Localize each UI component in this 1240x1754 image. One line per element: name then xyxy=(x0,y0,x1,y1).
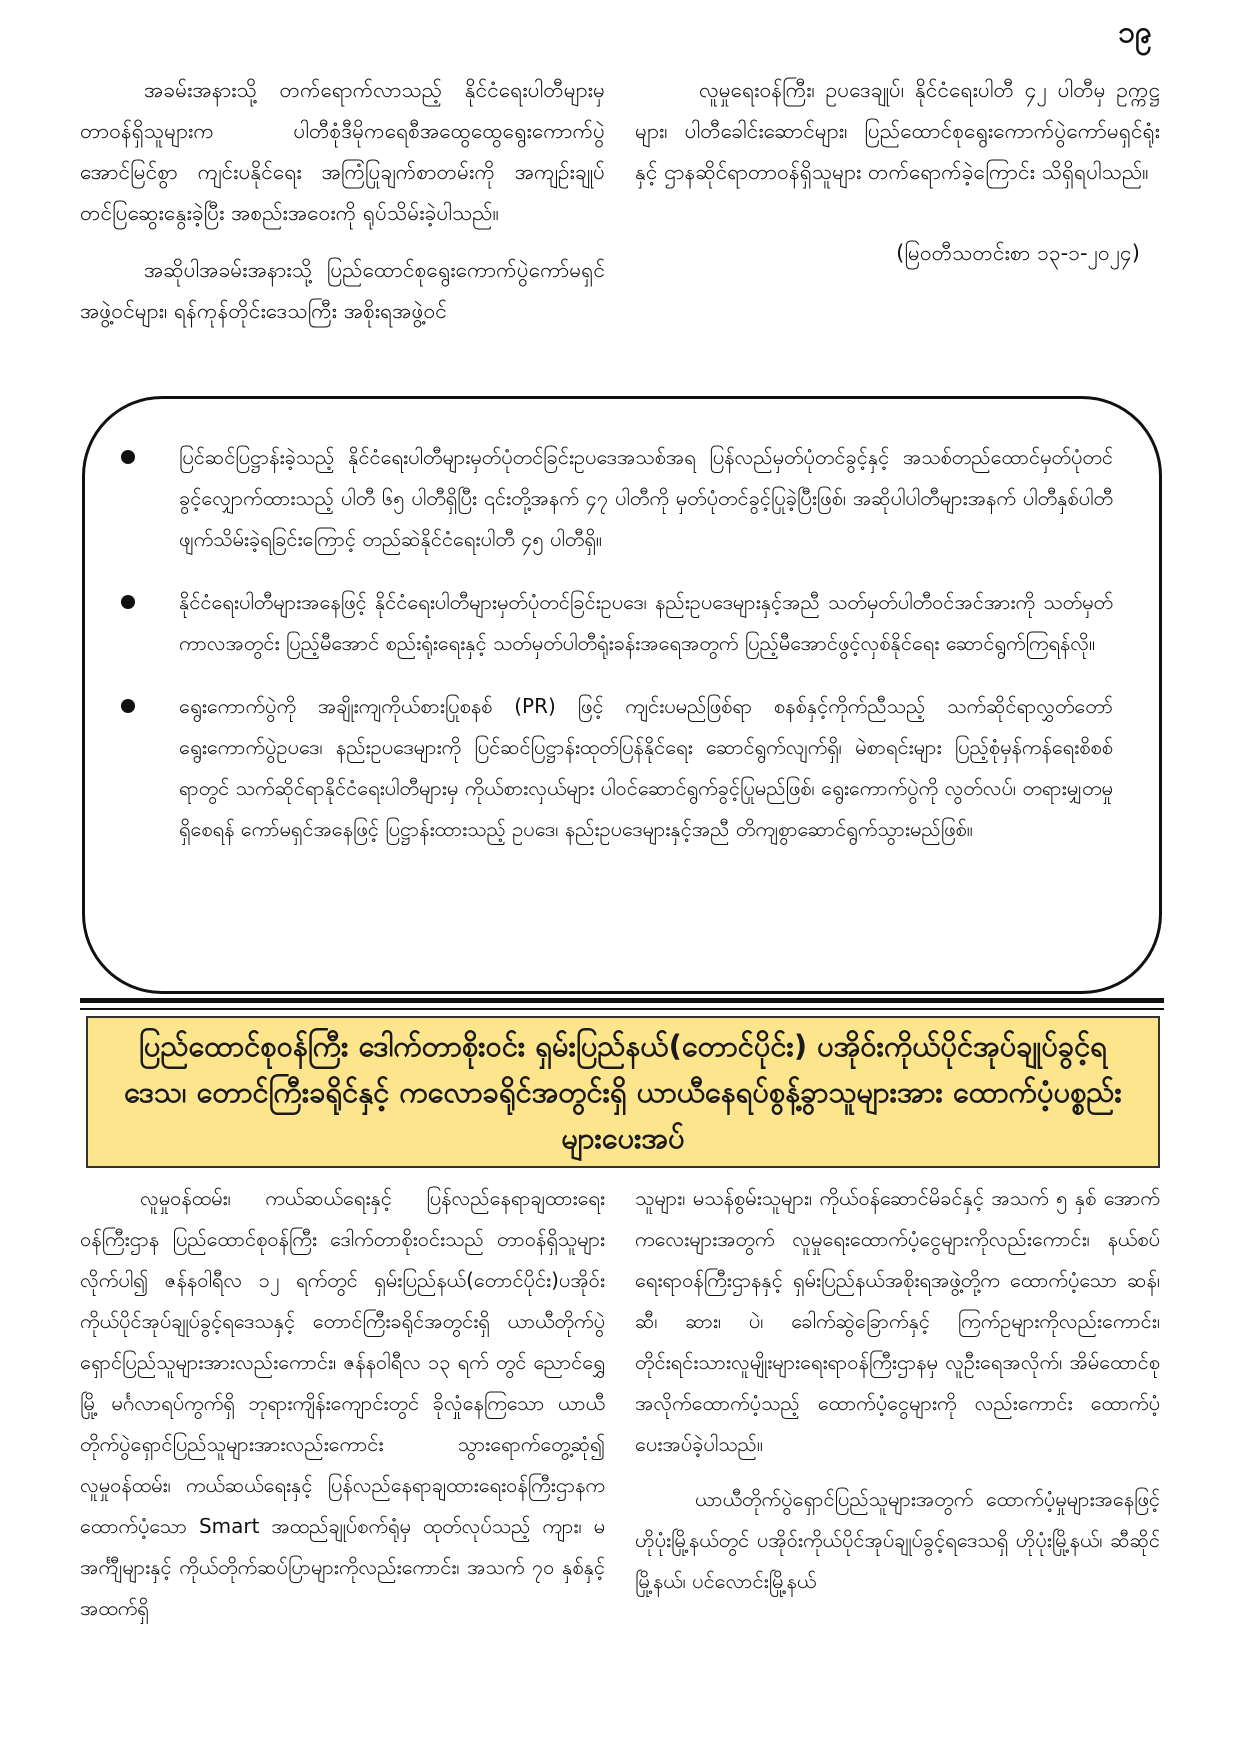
top-right-column xyxy=(635,70,1160,392)
summary-bullet-item xyxy=(121,686,1113,850)
body-paragraph: အခမ်းအနားသို့ တက်ရောက်လာသည့် နိုင်ငံရေးပါတီများမှ တာဝန်ရှိသူများက ပါတီစုံဒီမိုကရေစီအထွေထွေရွေးကောက်ပွဲအောင်မြင်စွာ ကျင်းပနိုင်ရေး အကြံပြုချက်စာတမ်းကို အကျဉ်းချုပ်တင်ပြဆွေးနွေးခဲ့ပြီး အစည်းအဝေးကို ရုပ်သိမ်းခဲ့ပါသည်။ xyxy=(80,78,605,225)
article-headline: ပြည်ထောင်စုဝန်ကြီး ဒေါက်တာစိုးဝင်း ရှမ်းပြည်နယ်(တောင်ပိုင်း) ပအိုဝ်းကိုယ်ပိုင်အုပ်ချုပ်ခွင့်ရဒေသ၊ တောင်ကြီးခရိုင်နှင့် ကလောခရိုင်အတွင်းရှိ ယာယီနေရပ်စွန့်ခွာသူများအား ထောက်ပံ့ပစ္စည်းများပေးအပ် xyxy=(86,1016,1160,1168)
bullet-dot-icon xyxy=(121,699,135,713)
body-paragraph: လူမှုရေးဝန်ကြီး၊ ဥပဒေချုပ်၊ နိုင်ငံရေးပါတီ ၄၂ ပါတီမှ ဥက္ကဋ္ဌများ၊ ပါတီခေါင်းဆောင်များ၊ ပြည်ထောင်စုရွေးကောက်ပွဲကော်မရှင်ရုံးနှင့် ဌာနဆိုင်ရာတာဝန်ရှိသူများ တက်ရောက်ခဲ့ကြောင်း သိရှိရပါသည်။ xyxy=(635,78,1160,184)
body-paragraph: ယာယီတိုက်ပွဲရှောင်ပြည်သူများအတွက် ထောက်ပံ့မှုများအနေဖြင့် ဟိုပုံးမြို့နယ်တွင် ပအိုဝ်းကိုယ်ပိုင်အုပ်ချုပ်ခွင့်ရဒေသရှိ ဟိုပုံးမြို့နယ်၊ ဆီဆိုင်မြို့နယ်၊ ပင်လောင်းမြို့နယ် xyxy=(635,1487,1160,1593)
summary-bullet-list xyxy=(121,437,1113,850)
summary-box xyxy=(82,396,1162,994)
bottom-right-column xyxy=(635,1178,1160,1738)
bullet-dot-icon xyxy=(121,595,135,609)
bullet-text: ပြင်ဆင်ပြဋ္ဌာန်းခဲ့သည့် နိုင်ငံရေးပါတီများမှတ်ပုံတင်ခြင်းဥပဒေအသစ်အရ ပြန်လည်မှတ်ပုံတင်ခွင့်နှင့် အသစ်တည်ထောင်မှတ်ပုံတင်ခွင့်လျှောက်ထားသည့် ပါတီ ၆၅ ပါတီရှိပြီး ၎င်းတို့အနက် ၄၇ ပါတီကို မှတ်ပုံတင်ခွင့်ပြုခဲ့ပြီးဖြစ်၊ အဆိုပါပါတီများအနက် ပါတီနှစ်ပါတီ ဖျက်သိမ်းခဲ့ရခြင်းကြောင့် တည်ဆဲနိုင်ငံရေးပါတီ ၄၅ ပါတီရှိ။ xyxy=(179,445,1113,551)
bullet-text: နိုင်ငံရေးပါတီများအနေဖြင့် နိုင်ငံရေးပါတီများမှတ်ပုံတင်ခြင်းဥပဒေ၊ နည်းဥပဒေများနှင့်အညီ သတ်မှတ်ပါတီဝင်အင်အားကို သတ်မှတ်ကာလအတွင်း ပြည့်မီအောင် စည်းရုံးရေးနှင့် သတ်မှတ်ပါတီရုံးခန်းအရေအတွက် ပြည့်မီအောင်ဖွင့်လှစ်နိုင်ရေး ဆောင်ရွက်ကြရန်လို။ xyxy=(179,590,1113,655)
page-number: ၁၉ xyxy=(1118,15,1152,50)
bottom-left-column xyxy=(80,1178,605,1738)
section-divider xyxy=(80,998,1164,1003)
bullet-dot-icon xyxy=(121,450,135,464)
bottom-article-columns xyxy=(80,1178,1160,1738)
source-citation: (မြဝတီသတင်းစာ ၁၃-၁-၂၀၂၄) xyxy=(896,241,1140,265)
top-left-column xyxy=(80,70,605,392)
section-divider xyxy=(80,1008,1164,1010)
summary-bullet-item xyxy=(121,437,1113,560)
body-paragraph: အဆိုပါအခမ်းအနားသို့ ပြည်ထောင်စုရွေးကောက်ပွဲကော်မရှင်အဖွဲ့ဝင်များ၊ ရန်ကုန်တိုင်းဒေသကြီး အစိုးရအဖွဲ့ဝင် xyxy=(80,258,605,323)
bullet-text: ရွေးကောက်ပွဲကို အချိုးကျကိုယ်စားပြုစနစ် (PR) ဖြင့် ကျင်းပမည်ဖြစ်ရာ စနစ်နှင့်ကိုက်ညီသည့် သက်ဆိုင်ရာလွှတ်တော်ရွေးကောက်ပွဲဥပဒေ၊ နည်းဥပဒေများကို ပြင်ဆင်ပြဋ္ဌာန်းထုတ်ပြန်နိုင်ရေး ဆောင်ရွက်လျက်ရှိ၊ မဲစာရင်းများ ပြည့်စုံမှန်ကန်ရေးစိစစ်ရာတွင် သက်ဆိုင်ရာနိုင်ငံရေးပါတီများမှ ကိုယ်စားလှယ်များ ပါဝင်ဆောင်ရွက်ခွင့်ပြုမည်ဖြစ်၊ ရွေးကောက်ပွဲကို လွတ်လပ်၊ တရားမျှတမှုရှိစေရန် ကော်မရှင်အနေဖြင့် ပြဋ္ဌာန်းထားသည့် ဥပဒေ၊ နည်းဥပဒေများနှင့်အညီ တိကျစွာဆောင်ရွက်သွားမည်ဖြစ်။ xyxy=(179,694,1113,841)
body-paragraph: လူမှုဝန်ထမ်း၊ ကယ်ဆယ်ရေးနှင့် ပြန်လည်နေရာချထားရေးဝန်ကြီးဌာန ပြည်ထောင်စုဝန်ကြီး ဒေါက်တာစိုးဝင်းသည် တာဝန်ရှိသူများလိုက်ပါ၍ ဇန်နဝါရီလ ၁၂ ရက်တွင် ရှမ်းပြည်နယ်(တောင်ပိုင်း)ပအိုဝ်းကိုယ်ပိုင်အုပ်ချုပ်ခွင့်ရဒေသနှင့် တောင်ကြီးခရိုင်အတွင်းရှိ ယာယီတိုက်ပွဲရှောင်ပြည်သူများအားလည်းကောင်း၊ ဇန်နဝါရီလ ၁၃ ရက် တွင် ညောင်ရွှေမြို့ မင်္ဂလာရပ်ကွက်ရှိ ဘုရားကျိန်းကျောင်းတွင် ခိုလှုံနေကြသော ယာယီတိုက်ပွဲရှောင်ပြည်သူများအားလည်းကောင်း သွားရောက်တွေ့ဆုံ၍ လူမှုဝန်ထမ်း၊ ကယ်ဆယ်ရေးနှင့် ပြန်လည်နေရာချထားရေးဝန်ကြီးဌာနက ထောက်ပံ့သော Smart အထည်ချုပ်စက်ရုံမှ ထုတ်လုပ်သည့် ကျား၊ မ အင်္ကျီများနှင့် ကိုယ်တိုက်ဆပ်ပြာများကိုလည်းကောင်း၊ အသက် ၇၀ နှစ်နှင့် အထက်ရှိ xyxy=(80,1186,605,1620)
summary-bullet-item xyxy=(121,582,1113,664)
top-article-columns xyxy=(80,70,1160,392)
body-paragraph: သူများ၊ မသန်စွမ်းသူများ၊ ကိုယ်ဝန်ဆောင်မိခင်နှင့် အသက် ၅ နှစ် အောက်ကလေးများအတွက် လူမှုရေးထောက်ပံ့ငွေများကိုလည်းကောင်း၊ နယ်စပ်ရေးရာဝန်ကြီးဌာနနှင့် ရှမ်းပြည်နယ်အစိုးရအဖွဲ့တို့က ထောက်ပံ့သော ဆန်၊ ဆီ၊ ဆား၊ ပဲ၊ ခေါက်ဆွဲခြောက်နှင့် ကြက်ဥများကိုလည်းကောင်း၊ တိုင်းရင်းသားလူမျိုးများရေးရာဝန်ကြီးဌာနမှ လူဦးရေအလိုက်၊ အိမ်ထောင်စုအလိုက်ထောက်ပံ့သည့် ထောက်ပံ့ငွေများကို လည်းကောင်း ထောက်ပံ့ပေးအပ်ခဲ့ပါသည်။ xyxy=(635,1186,1160,1456)
